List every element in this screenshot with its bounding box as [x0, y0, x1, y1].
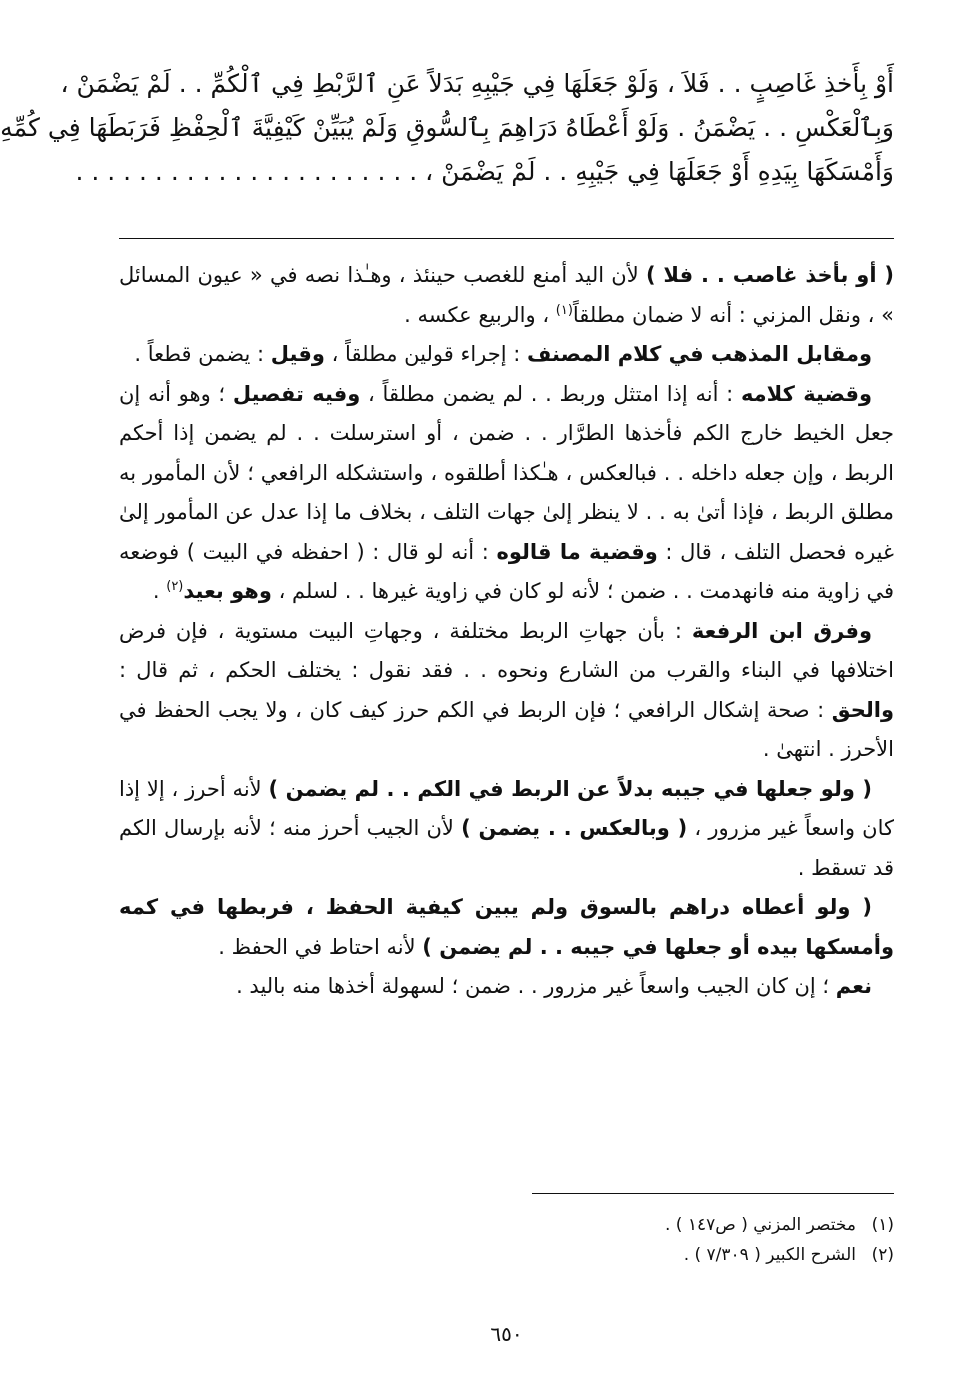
- sharh-paragraph-3: [119, 375, 894, 612]
- bold-term: وقضية ما قالوه: [496, 539, 658, 564]
- matn-sharh-divider: [119, 238, 894, 239]
- page-number: ٦٥٠: [490, 1322, 523, 1346]
- sharh-text: : أنه إذا امتثل وربط . . لم يضمن مطلقاً ،: [360, 381, 741, 406]
- footnote-ref-1[interactable]: (١): [555, 302, 573, 318]
- sharh-paragraph-1: [119, 256, 894, 335]
- sharh-text: لأن اليد أمنع للغصب حينئذ ، وهـٰذا نصه في « عيون المسائل » ، ونقل المزني : أنه لا ضمان مطلقاً: [119, 263, 894, 327]
- bold-term: وهو بعيد: [183, 579, 272, 603]
- bold-term: وفرق ابن الرفعة: [691, 618, 872, 643]
- bold-term: نعم: [835, 974, 872, 998]
- matn-line-2: وَبِٱلْعَكْسِ . . يَضْمَنُ . وَلَوْ أَعْطَاهُ دَرَاهِمَ بِٱلسُّوقِ وَلَمْ يُبَيِّنْ كَيْفِيَّةَ ٱلْحِفْظِ فَرَبَطَهَا فِي كُمِّهِ: [0, 113, 894, 142]
- footnote-ref-2[interactable]: (٢): [166, 579, 184, 594]
- footnote-text: مختصر المزني ( ص١٤٧ ) .: [665, 1215, 856, 1235]
- sharh-paragraph-5: [119, 770, 894, 889]
- sharh-text: لأنه احتاط في الحفظ .: [218, 934, 423, 959]
- sharh-text: : أنه لو قال : ( احفظه في البيت ) فوضعه في زاوية منه فانهدمت . . ضمن ؛ لأنه لو كان في زاوية غيرها . . لسلم ،: [119, 539, 894, 603]
- footnote-2: [119, 1240, 894, 1270]
- sharh-text: : بأن جهاتِ الربط مختلفة ، وجهاتِ البيت مستوية ، فإن فرض اختلافها في البناء والقرب من الشارع ونحوه . . فقد نقول : يختلف الحكم ، ثم قال :: [119, 618, 894, 682]
- bold-term: والحق: [831, 697, 894, 722]
- matn-line-1: أَوْ بِأَخذِ غَاصِبٍ . . فَلاَ ، وَلَوْ جَعَلَهَا فِي جَيْبِهِ بَدَلاً عَنِ ٱلرَّبْطِ فِي ٱلْكُمِّ . . لَمْ يَضْمَنْ ،: [60, 69, 894, 98]
- footnotes: [119, 1210, 894, 1270]
- sharh-text: .: [152, 579, 167, 603]
- footnote-number: (٢): [871, 1245, 894, 1265]
- matn-text: [0, 62, 894, 194]
- quoted-matn: ( وبالعكس . . يضمن ): [461, 816, 688, 840]
- sharh-paragraph-2: [119, 335, 894, 375]
- quoted-matn: ( ولو أعطاه دراهم بالسوق ولم يبين كيفية الحفظ ، فربطها في كمه وأمسكها بيده أو جعلها في جيبه . . لم يضمن ): [119, 895, 894, 959]
- bold-term: وفيه تفصيل: [232, 381, 361, 406]
- sharh-text: ؛ إن كان الجيب واسعاً غير مزرور . . ضمن ؛ لسهولة أخذها منه باليد .: [236, 974, 836, 998]
- sharh-commentary: [119, 256, 894, 1007]
- sharh-paragraph-4: [119, 612, 894, 770]
- footnote-divider: [532, 1193, 894, 1194]
- sharh-text: : صحة إشكال الرافعي ؛ فإن الربط في الكم حرز كيف كان ، ولا يجب الحفظ في الأحرز . انتهىٰ .: [119, 697, 894, 761]
- sharh-text: : إجراء قولين مطلقاً ،: [324, 342, 527, 366]
- bold-term: وقضية كلامه: [740, 381, 872, 406]
- sharh-text: لأن الجيب أحرز منه ؛ لأنه بإرسال الكم قد تسقط .: [119, 816, 894, 880]
- matn-line-3: وَأَمْسَكَهَا بِيَدِهِ أَوْ جَعَلَهَا فِي جَيْبِهِ . . لَمْ يَضْمَنْ ، . . . . . . . . . . . . . . . . . . . . . .: [75, 157, 894, 186]
- bold-term: وقيل: [270, 342, 325, 366]
- quoted-matn: ( ولو جعلها في جيبه بدلاً عن الربط في الكم . . لم يضمن ): [268, 776, 872, 801]
- bold-term: ومقابل المذهب في كلام المصنف: [527, 342, 872, 366]
- sharh-paragraph-7: [119, 967, 894, 1007]
- footnote-1: [119, 1210, 894, 1240]
- sharh-text: : يضمن قطعاً .: [134, 342, 271, 366]
- sharh-text: ؛ وهو أنه إن جعل الخيط خارج الكم فأخذها الطرَّار . . ضمن ، أو استرسلت . . لم يضمن إذا أحكم الربط ، وإن جعله داخله . . فبالعكس ، هـٰكذا أطلقوه ، واستشكله الرافعي ؛ لأن المأمور به مطلق الربط ، فإذا أتىٰ به . . لا ينظر إلىٰ جهات التلف ، بخلاف ما إذا عدل عن المأمور إلىٰ غيره فحصل التلف ، قال :: [119, 381, 894, 564]
- footnote-number: (١): [871, 1215, 894, 1235]
- sharh-text: ، والربيع عكسه .: [404, 302, 556, 327]
- sharh-paragraph-6: [119, 888, 894, 967]
- footnote-text: الشرح الكبير ( ٧/٣٠٩ ) .: [683, 1245, 856, 1265]
- quoted-matn: ( أو بأخذ غاصب . . فلا ): [645, 263, 894, 287]
- sharh-text: لأنه أحرز ، إلا إذا كان واسعاً غير مزرور ،: [119, 776, 894, 840]
